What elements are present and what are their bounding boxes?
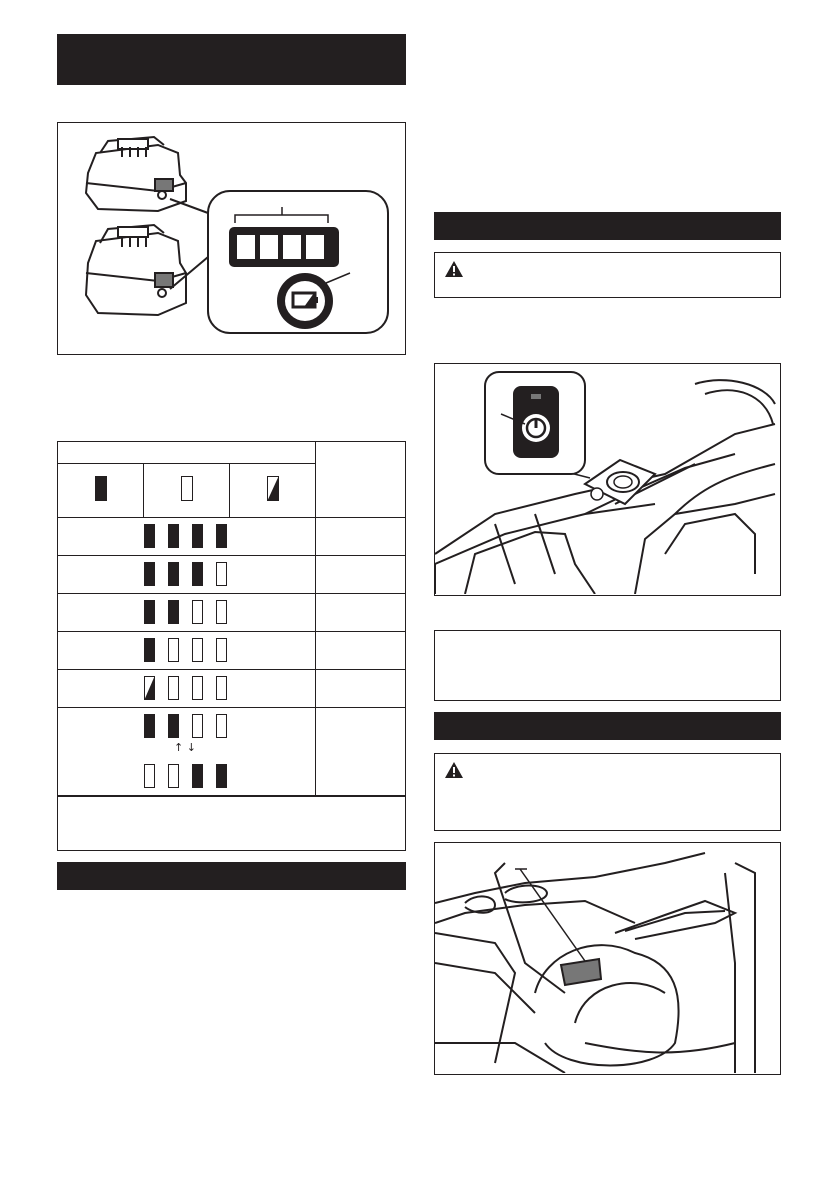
right-section-heading-bar-2 — [434, 712, 781, 740]
warning-triangle-icon — [445, 261, 463, 277]
indicator-lamps-header — [58, 442, 316, 464]
capacity-cell-3 — [316, 594, 406, 632]
indicator-row-1 — [58, 518, 316, 556]
capacity-cell-1 — [316, 518, 406, 556]
capacity-cell-6 — [316, 708, 406, 796]
battery-indicator-figure — [57, 122, 406, 355]
indicator-row-3 — [58, 594, 316, 632]
alternating-arrows: ↑ ↓ — [174, 741, 196, 754]
capacity-cell-5 — [316, 670, 406, 708]
capacity-cell-2 — [316, 556, 406, 594]
switch-trigger-figure — [434, 842, 781, 1075]
section-heading-bar-2 — [57, 862, 406, 890]
indicator-row-5 — [58, 670, 316, 708]
right-section-heading-bar — [434, 212, 781, 240]
warning-box-1 — [434, 252, 781, 298]
lamp-lighted-icon — [95, 476, 107, 501]
indicator-row-2 — [58, 556, 316, 594]
indicator-row-alternating — [58, 708, 316, 796]
trigger-part — [561, 959, 601, 985]
note-box — [57, 796, 406, 851]
note-box-2 — [434, 630, 781, 701]
section-heading-bar — [57, 34, 406, 85]
warning-triangle-icon — [445, 762, 463, 778]
warning-box-2 — [434, 753, 781, 831]
capacity-cell-4 — [316, 632, 406, 670]
lamp-off-icon — [182, 477, 193, 501]
indicator-row-4 — [58, 632, 316, 670]
indicator-table — [57, 441, 406, 796]
battery-pack-large — [86, 225, 186, 315]
remaining-capacity-header — [316, 442, 406, 518]
power-switch-figure — [434, 363, 781, 596]
